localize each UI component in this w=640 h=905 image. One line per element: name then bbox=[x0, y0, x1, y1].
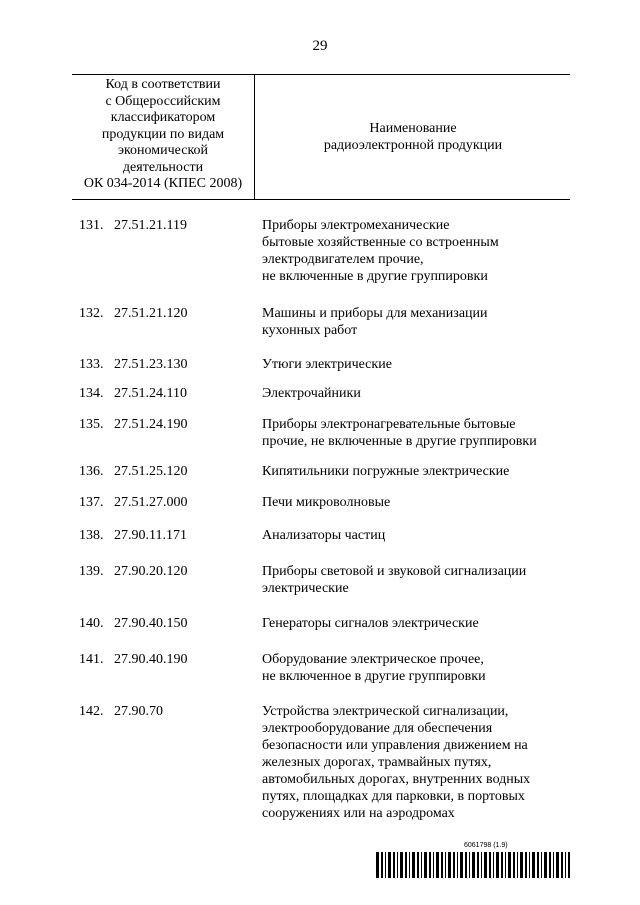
row-name bbox=[262, 527, 572, 544]
row-name-line: Кипятильники погружные электрические bbox=[262, 464, 510, 479]
row-code: 27.51.21.119 bbox=[114, 218, 187, 233]
header-code-line: продукции по видам bbox=[101, 126, 225, 142]
row-name-line: электродвигателем прочие, bbox=[262, 252, 424, 267]
row-name-line: Утюги электрические bbox=[262, 357, 392, 372]
header-name-line: Наименование bbox=[369, 121, 457, 136]
row-name-line: железных дорогах, трамвайных путях, bbox=[262, 755, 492, 770]
row-name-line: электрооборудование для обеспечения bbox=[262, 721, 493, 736]
header-code-line: классификатором bbox=[110, 110, 216, 125]
table-header bbox=[72, 74, 570, 200]
row-name-line: Машины и приборы для механизации bbox=[262, 306, 488, 321]
row-name-line: Анализаторы частиц bbox=[262, 528, 386, 543]
row-code: 27.90.40.190 bbox=[114, 652, 188, 667]
barcode-icon bbox=[376, 852, 570, 878]
header-code-line: ОК 034-2014 (КПЕС 2008) bbox=[83, 176, 243, 191]
row-code: 27.51.21.120 bbox=[114, 306, 188, 321]
row-number: 134. bbox=[79, 386, 104, 401]
row-name bbox=[262, 416, 572, 450]
barcode-number: 6061798 (1.9) bbox=[464, 842, 508, 849]
row-name bbox=[262, 703, 572, 822]
header-name-line: радиоэлектронной продукции bbox=[323, 138, 503, 153]
row-number: 138. bbox=[79, 528, 104, 543]
row-number: 137. bbox=[79, 495, 104, 510]
row-number: 141. bbox=[79, 652, 104, 667]
row-name-line: Электрочайники bbox=[262, 386, 361, 401]
header-code-line: деятельности bbox=[122, 159, 204, 175]
row-name-line: Оборудование электрическое прочее, bbox=[262, 652, 484, 667]
row-code: 27.51.24.110 bbox=[114, 386, 187, 401]
row-name-line: Приборы световой и звуковой сигнализации bbox=[262, 564, 527, 579]
row-number: 140. bbox=[79, 616, 104, 631]
row-name bbox=[262, 217, 572, 285]
row-name bbox=[262, 305, 572, 339]
row-code: 27.51.24.190 bbox=[114, 417, 188, 432]
row-number: 142. bbox=[79, 704, 104, 719]
row-name-line: Устройства электрической сигнализации, bbox=[262, 704, 509, 719]
row-number: 139. bbox=[79, 564, 104, 579]
row-name-line: прочие, не включенные в другие группировки bbox=[262, 434, 537, 449]
row-name-line: Печи микроволновые bbox=[262, 495, 391, 510]
row-name-line: не включенные в другие группировки bbox=[262, 269, 488, 284]
row-code: 27.51.23.130 bbox=[114, 357, 188, 372]
row-code: 27.51.27.000 bbox=[114, 495, 188, 510]
page-number: 29 bbox=[312, 38, 328, 54]
barcode-area bbox=[376, 842, 570, 878]
row-code: 27.90.11.171 bbox=[114, 528, 187, 543]
row-name bbox=[262, 385, 572, 402]
row-name-line: автомобильных дорогах, внутренних водных bbox=[262, 772, 531, 787]
row-name-line: путях, площадках для парковки, в портовых bbox=[262, 789, 525, 804]
row-code: 27.90.40.150 bbox=[114, 616, 188, 631]
row-number: 133. bbox=[79, 357, 104, 372]
header-name-column bbox=[256, 75, 570, 199]
row-name bbox=[262, 563, 572, 597]
row-name-line: не включенное в другие группировки bbox=[262, 669, 486, 684]
row-name-line: сооружениях или на аэродромах bbox=[262, 806, 455, 821]
row-code: 27.90.20.120 bbox=[114, 564, 188, 579]
row-name-line: бытовые хозяйственные со встроенным bbox=[262, 235, 499, 250]
row-number: 135. bbox=[79, 417, 104, 432]
row-code: 27.51.25.120 bbox=[114, 464, 188, 479]
row-name-line: Генераторы сигналов электрические bbox=[262, 616, 479, 631]
row-number: 136. bbox=[79, 464, 104, 479]
row-name-line: безопасности или управления движением на bbox=[262, 738, 528, 753]
row-number: 131. bbox=[79, 218, 104, 233]
row-name bbox=[262, 356, 572, 373]
header-code-column bbox=[72, 75, 255, 199]
row-name-line: Приборы электромеханические bbox=[262, 218, 450, 233]
row-name-line: Приборы электронагревательные бытовые bbox=[262, 417, 516, 432]
row-name-line: кухонных работ bbox=[262, 323, 358, 338]
row-name bbox=[262, 651, 572, 685]
row-number: 132. bbox=[79, 306, 104, 321]
row-name-line: электрические bbox=[262, 581, 349, 596]
row-code: 27.90.70 bbox=[114, 704, 163, 719]
header-code-line: с Общероссийским bbox=[105, 93, 221, 109]
header-code-line: экономической bbox=[117, 143, 209, 158]
row-name bbox=[262, 615, 572, 632]
row-name bbox=[262, 494, 572, 511]
row-name bbox=[262, 463, 572, 480]
header-code-line: Код в соответствии bbox=[105, 77, 221, 92]
